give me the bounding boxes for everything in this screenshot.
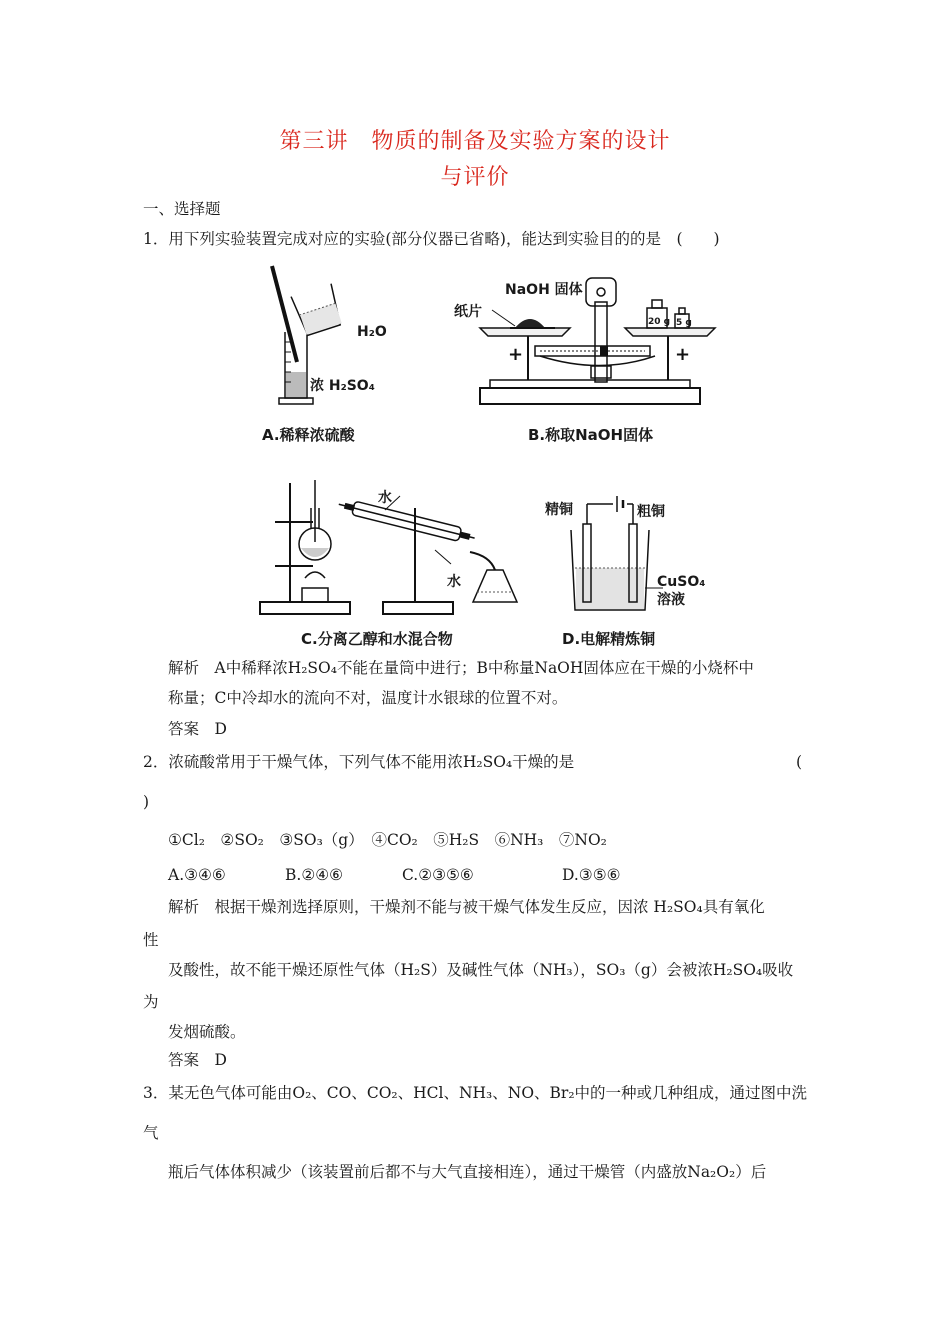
figure-c-water-in-label: 水 bbox=[378, 490, 392, 506]
q1-analysis-line2: 称量；C中冷却水的流向不对，温度计水银球的位置不对。 bbox=[168, 689, 568, 707]
page-title-continued: 与评价 bbox=[440, 165, 510, 190]
q3-stem-wrap: 气 bbox=[143, 1124, 159, 1142]
figure-d-crude-copper-label: 粗铜 bbox=[637, 504, 665, 520]
q2-bracket-open: ( bbox=[796, 753, 803, 771]
svg-text:+: + bbox=[508, 344, 524, 365]
svg-text:+: + bbox=[675, 344, 691, 365]
q3-stem: 3．某无色气体可能由O₂、CO、CO₂、HCl、NH₃、NO、Br₂中的一种或几种组成，通过图中洗 bbox=[143, 1084, 808, 1102]
figure-b-paper-label: 纸片 bbox=[454, 304, 482, 320]
figure-c-diagram bbox=[255, 478, 535, 618]
figure-a-acid-label: 浓 H₂SO₄ bbox=[310, 378, 375, 394]
figure-a-labels bbox=[310, 318, 415, 398]
q2-analysis-line3: 发烟硫酸。 bbox=[168, 1023, 246, 1041]
q1-answer: 答案 D bbox=[168, 720, 227, 738]
weight-20g-label: 20 g bbox=[648, 317, 671, 327]
q1-analysis-line1: 解析 A中稀释浓H₂SO₄不能在量筒中进行；B中称量NaOH固体应在干燥的小烧杯中 bbox=[168, 659, 754, 677]
figure-d-pure-copper-label: 精铜 bbox=[545, 502, 573, 518]
q2-option-d: D.③⑤⑥ bbox=[562, 866, 621, 884]
q2-analysis-line1-wrap: 性 bbox=[143, 931, 159, 949]
figure-d-caption: D.电解精炼铜 bbox=[562, 630, 656, 648]
q2-stem: 2．浓硫酸常用于干燥气体，下列气体不能用浓H₂SO₄干燥的是 bbox=[143, 753, 575, 771]
q2-answer: 答案 D bbox=[168, 1051, 227, 1069]
figure-a-caption: A.稀释浓硫酸 bbox=[262, 426, 355, 444]
q2-option-c: C.②③⑤⑥ bbox=[402, 866, 474, 884]
figure-c-water-out-label: 水 bbox=[447, 574, 461, 590]
q2-analysis-line2: 及酸性，故不能干燥还原性气体（H₂S）及碱性气体（NH₃），SO₃（g）会被浓H₂SO₄吸收 bbox=[168, 961, 794, 979]
q2-bracket-close: ) bbox=[143, 793, 150, 811]
q2-items: ①Cl₂ ②SO₂ ③SO₃（g） ④CO₂ ⑤H₂S ⑥NH₃ ⑦NO₂ bbox=[168, 831, 607, 849]
q3-stem-line2: 瓶后气体体积减少（该装置前后都不与大气直接相连），通过干燥管（内盛放Na₂O₂）后 bbox=[168, 1163, 767, 1181]
figure-b-diagram bbox=[450, 270, 730, 410]
weight-5g-label: 5 g bbox=[676, 318, 692, 328]
figure-b-naoh-label: NaOH 固体 bbox=[505, 282, 583, 298]
figure-a-water-label: H₂O bbox=[357, 324, 387, 340]
q2-analysis-line2-wrap: 为 bbox=[143, 993, 159, 1011]
figure-d-cuso4-label: CuSO₄ bbox=[657, 574, 706, 590]
figure-b-caption: B.称取NaOH固体 bbox=[528, 426, 654, 444]
q1-stem: 1．用下列实验装置完成对应的实验(部分仪器已省略)，能达到实验目的的是 ( ) bbox=[143, 230, 720, 248]
figure-d-solution-label: 溶液 bbox=[657, 592, 685, 608]
figure-c-caption: C.分离乙醇和水混合物 bbox=[301, 630, 453, 648]
figure-d-diagram bbox=[545, 490, 705, 620]
q2-analysis-line1: 解析 根据干燥剂选择原则，干燥剂不能与被干燥气体发生反应，因浓 H₂SO₄具有氧化 bbox=[168, 898, 765, 916]
page-title: 第三讲 物质的制备及实验方案的设计 bbox=[279, 129, 671, 154]
section-heading: 一、选择题 bbox=[143, 200, 221, 218]
q2-option-b: B.②④⑥ bbox=[285, 866, 344, 884]
q2-option-a: A.③④⑥ bbox=[168, 866, 226, 884]
